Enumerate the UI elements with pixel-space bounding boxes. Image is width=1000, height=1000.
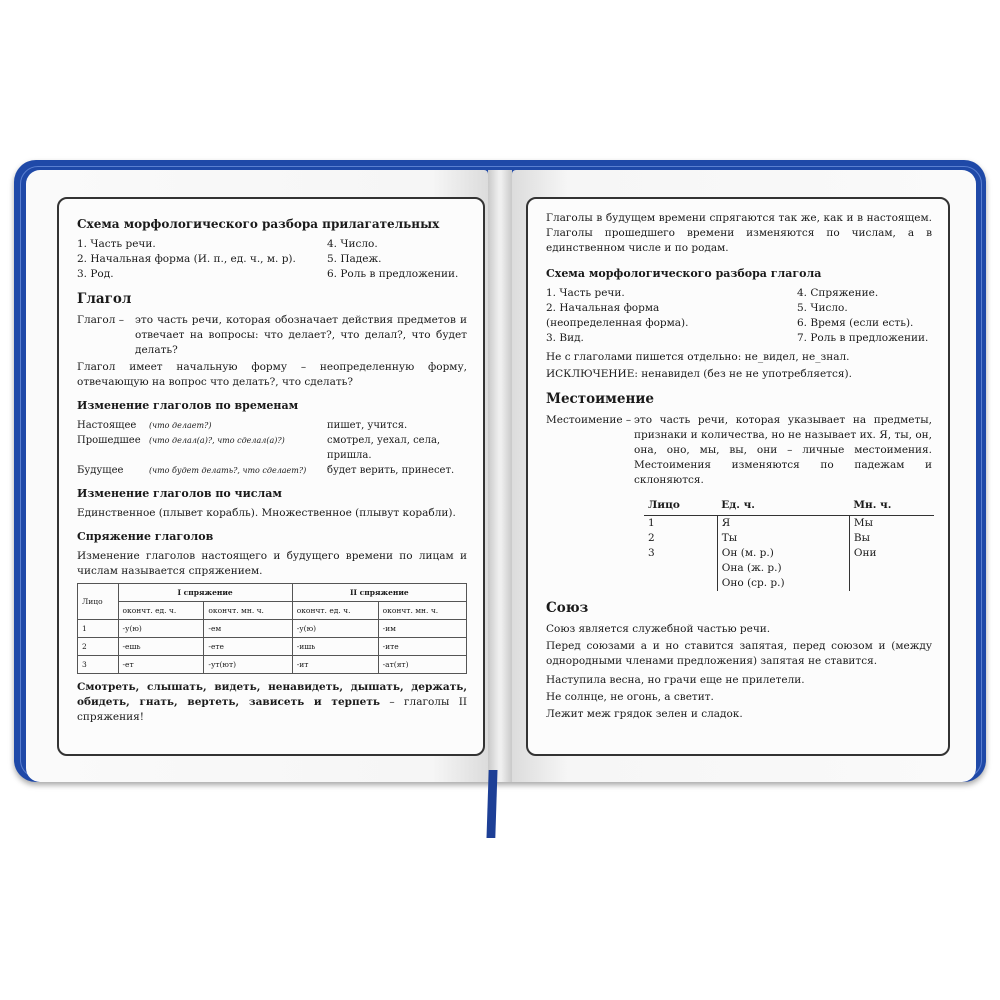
verb-schema-item: 1. Часть речи. [546, 287, 625, 299]
table-cell [849, 576, 934, 591]
verb-schema-item: 5. Число. [797, 302, 848, 314]
adj-item: 2. Начальная форма (И. п., ед. ч., м. р). [77, 253, 296, 265]
table-header: II спряжение [292, 584, 466, 602]
tense-heading: Изменение глаголов по временам [77, 399, 299, 412]
verb-def-text: это часть речи, которая обозначает действия предметов и отвечает на вопросы: что делает?, что делал?, что будет делать? [135, 314, 467, 356]
table-cell: Она (ж. р.) [717, 561, 849, 576]
verb-schema-item: 4. Спряжение. [797, 287, 879, 299]
ne-exception: ИСКЛЮЧЕНИЕ: ненавидел (без не не употребляется). [546, 368, 852, 380]
verb-schema-title: Схема морфологического разбора глагола [546, 267, 822, 280]
tense-list [77, 418, 467, 478]
table-cell: -ит [292, 656, 378, 674]
table-row [78, 620, 467, 638]
table-header: Мн. ч. [849, 496, 934, 516]
tense-question [149, 448, 327, 463]
conjugation-heading: Спряжение глаголов [77, 530, 214, 543]
verb-infinitive-note: Глагол имеет начальную форму – неопределенную форму, отвечающую на вопрос что делать?, что сделать? [77, 361, 467, 388]
table-subheader: окончт. мн. ч. [378, 602, 466, 620]
table-cell: 2 [648, 532, 655, 544]
table-cell: 1 [78, 620, 119, 638]
table-row [644, 531, 934, 546]
table-header: Лицо [78, 584, 119, 620]
tense-example: пишет, учится. [327, 420, 408, 431]
tense-example: смотрел, уехал, села, [327, 435, 441, 446]
table-cell: Я [717, 516, 849, 532]
adj-item: 5. Падеж. [327, 253, 382, 265]
left-reference-card [57, 197, 485, 756]
tense-name: Настоящее [77, 420, 137, 431]
table-cell: -ет [118, 656, 204, 674]
conjunction-example: Наступила весна, но грачи еще не прилетели. [546, 674, 805, 686]
pronoun-heading: Местоимение [546, 391, 654, 407]
number-heading: Изменение глаголов по числам [77, 487, 282, 500]
verb-schema-item: 3. Вид. [546, 332, 584, 344]
tense-question: (что делает?) [149, 421, 212, 430]
tense-name: Прошедшее [77, 435, 141, 446]
table-subheader: окончт. мн. ч. [204, 602, 292, 620]
conjunction-line: Союз является служебной частью речи. [546, 623, 771, 635]
ne-rule: Не с глаголами пишется отдельно: не_видел, не_знал. [546, 351, 850, 363]
verb-tense-intro: Глаголы в будущем времени спрягаются так же, как и в настоящем. Глаголы прошедшего времени изменяются по числам, а в единственном числе и по родам. [546, 212, 932, 254]
pronoun-term: Местоимение – [546, 414, 632, 426]
table-cell: -ете [204, 638, 292, 656]
pronoun-definition [546, 413, 932, 490]
verb-schema-item: 7. Роль в предложении. [797, 332, 929, 344]
table-cell: 3 [78, 656, 119, 674]
adj-item: 4. Число. [327, 238, 378, 250]
conjugation-table [77, 583, 467, 674]
adj-item: 6. Роль в предложении. [327, 268, 459, 280]
table-cell: Ты [717, 531, 849, 546]
table-cell [644, 576, 717, 591]
conjunction-heading: Союз [546, 600, 589, 616]
verb-schema-item: 2. Начальная форма (неопределенная форма). [546, 302, 689, 329]
tense-example: пришла. [327, 450, 372, 461]
adj-item: 3. Род. [77, 268, 114, 280]
adj-schema-list [77, 237, 467, 282]
verb-term: Глагол – [77, 314, 124, 326]
pronoun-table [644, 496, 934, 591]
exceptions-note: – глаголы II спряжения! [77, 696, 467, 723]
tense-question: (что делал(а)?, что сделал(а)?) [149, 436, 285, 445]
table-cell [849, 561, 934, 576]
table-cell: Они [853, 547, 877, 559]
adj-item: 1. Часть речи. [77, 238, 156, 250]
table-cell: -у(ю) [292, 620, 378, 638]
table-row [78, 638, 467, 656]
table-cell: -у(ю) [118, 620, 204, 638]
conjugation-exceptions [77, 680, 467, 725]
table-header: Лицо [644, 496, 717, 516]
conjugation-text: Изменение глаголов настоящего и будущего времени по лицам и числам называется спряжением. [77, 550, 467, 577]
table-subheader: окончт. ед. ч. [118, 602, 204, 620]
verb-schema-list [546, 286, 932, 346]
table-cell: -ут(ют) [204, 656, 292, 674]
table-cell: -ишь [292, 638, 378, 656]
table-cell: Вы [853, 532, 870, 544]
verb-schema-item: 6. Время (если есть). [797, 317, 914, 329]
table-cell: -ите [378, 638, 466, 656]
table-header: Ед. ч. [717, 496, 849, 516]
pronoun-def-text: это часть речи, которая указывает на предметы, признаки и количества, но не называет их. Я, ты, он, она, оно, мы, вы, они – личные местоимения. Местоимения изменяются по падежам и склоняются. [634, 414, 932, 486]
table-cell: Мы [853, 517, 873, 529]
table-cell [644, 561, 717, 576]
table-cell: 3 [648, 547, 655, 559]
conjunction-line: Перед союзами а и но ставится запятая, перед союзом и (между однородными членами предложения) запятая не ставится. [546, 640, 932, 667]
table-row [644, 516, 934, 532]
table-cell: 1 [648, 517, 655, 529]
exceptions-list: Смотреть, слышать, видеть, ненавидеть, дышать, держать, обидеть, гнать, вертеть, зависеть и терпеть [77, 681, 467, 708]
right-reference-card [526, 197, 950, 756]
table-cell: -им [378, 620, 466, 638]
table-row [644, 561, 934, 576]
conjunction-example: Не солнце, не огонь, а светит. [546, 691, 714, 703]
tense-example: будет верить, принесет. [327, 465, 455, 476]
tense-name [77, 448, 149, 463]
table-cell: -ат(ят) [378, 656, 466, 674]
tense-name: Будущее [77, 465, 124, 476]
adj-schema-title: Схема морфологического разбора прилагательных [77, 217, 440, 231]
conjunction-example: Лежит меж грядок зелен и сладок. [546, 708, 743, 720]
table-cell: 2 [78, 638, 119, 656]
tense-question: (что будет делать?, что сделает?) [149, 466, 307, 475]
table-subheader: окончт. ед. ч. [292, 602, 378, 620]
table-row [644, 546, 934, 561]
table-row [644, 576, 934, 591]
table-header: I спряжение [118, 584, 292, 602]
table-cell: -ем [204, 620, 292, 638]
book-gutter [488, 170, 512, 782]
number-text: Единственное (плывет корабль). Множественное (плывут корабли). [77, 507, 456, 519]
table-cell: Он (м. р.) [717, 546, 849, 561]
table-row [78, 656, 467, 674]
verb-definition [77, 313, 467, 360]
verb-heading: Глагол [77, 291, 132, 307]
table-cell: Оно (ср. р.) [717, 576, 849, 591]
table-cell: -ешь [118, 638, 204, 656]
